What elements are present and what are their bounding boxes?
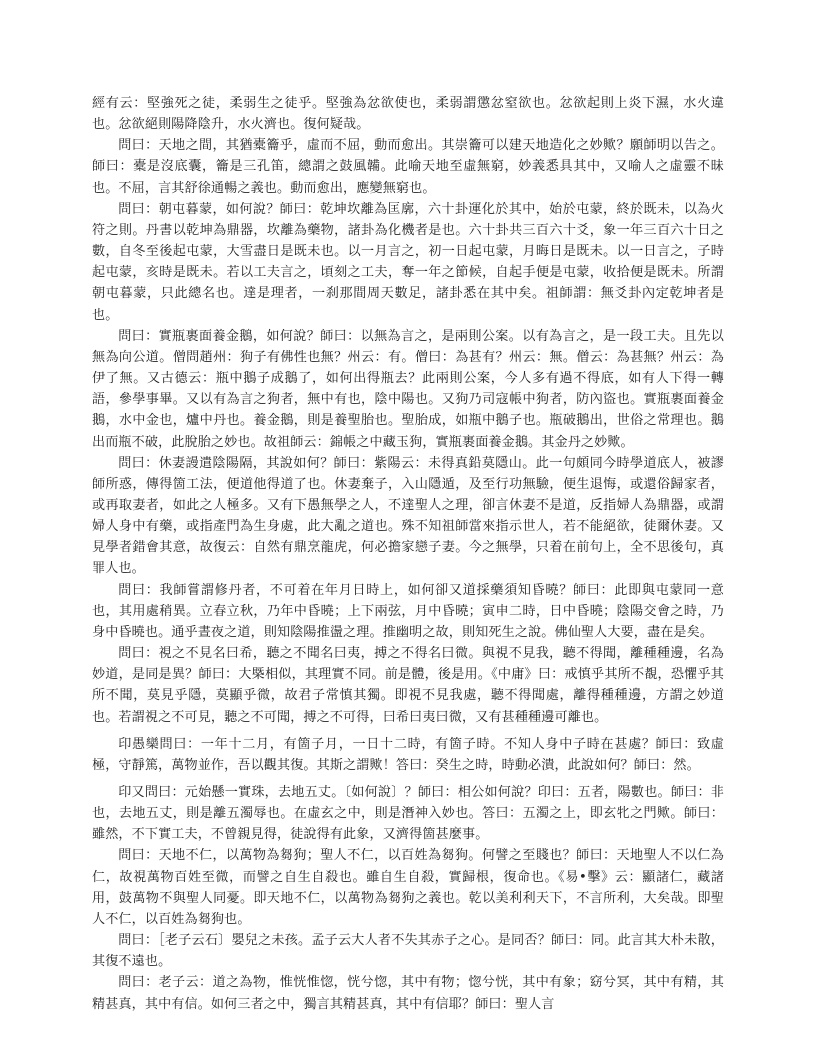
paragraph-2: 問曰：天地之間，其猶橐籥乎，虛而不屈，動而愈出。其崇籥可以建天地造化之妙歟？願師明以告之。師曰：橐是沒底囊，籥是三孔笛，總謂之鼓風韛。此喻天地至虛無窮，妙義悉具其中，又喻人之虛靈不昧也。不屈，言其舒徐通暢之義也。動而愈出，應變無窮也。 — [92, 138, 724, 196]
paragraph-7: 問曰：視之不見名曰希，聽之不聞名曰夷，搏之不得名曰微。與視不見我，聽不得聞，離種種邊，名為妙道，是同是異？師曰：大槩相似，其理實不同。前是體，後是用。《中庸》曰：戒慎乎其所不覩，恐懼乎其所不聞，莫見乎隱，莫顯乎微，故君子常慎其獨。即視不見我處，聽不得聞處，離得種種邊，方謂之妙道也。若謂視之不可見，聽之不可聞，搏之不可得，曰希曰夷曰微，又有甚種種邊可離也。 — [92, 646, 724, 725]
paragraph-3: 問曰：朝屯暮蒙，如何說？師曰：乾坤坎離為匡廓，六十卦運化於其中，始於屯蒙，終於既未，以為火符之則。丹書以乾坤為鼎器，坎離為藥物，諸卦為化機者是也。六十卦共三百六十爻，象一年三百六十日之數，自冬至後起屯蒙，大雪盡日是既未也。以一月言之，初一日起屯蒙，月晦日是既未。以一日言之，子時起屯蒙，亥時是既未。若以工夫言之，頃刻之工夫，奪一年之節候，自起手便是屯蒙，收拾便是既未。所謂朝屯暮蒙，只此總名也。達是理者，一刹那間周天數足，諸卦悉在其中矣。祖師謂：無爻卦內定乾坤者是也。 — [92, 201, 724, 323]
paragraph-4: 問曰：實瓶裹面養金鵝，如何說？師曰：以無為言之，是兩則公案。以有為言之，是一段工夫。且先以無為向公道。僧問趙州：狗子有佛性也無？州云：有。僧曰：為甚有？州云：無。僧云：為甚無？州云：為伊了無。又古德云：瓶中鵝子成鵝了，如何出得瓶去？此兩則公案，今人多有過不得底，如有人下得一轉語，參學事畢。又以有為言之狗者，無中有也，陰中陽也。又狗乃司寇帳中狗者，防內盜也。實瓶裹面養金鵝，水中金也，爐中丹也。養金鵝，則是養聖胎也。聖胎成，如瓶中鵝子也。瓶破鵝出，世俗之常理也。鵝出而瓶不破，此脫胎之妙也。故祖師云：錦帳之中藏玉狗，實瓶裹面養金鵝。其金丹之妙歟。 — [92, 328, 724, 450]
paragraph-8: 印愚欒問曰：一年十二月，有箇子月，一日十二時，有箇子時。不知人身中子時在甚處？師曰：致虛極，守靜篤，萬物並作，吾以觀其復。其斯之謂歟！答曰：癸生之時，時動必潰，此說如何？師曰：然。 — [92, 736, 724, 773]
paragraph-10: 問曰：天地不仁，以萬物為芻狗；聖人不仁，以百姓為芻狗。何譬之至賤也？師曰：天地聖人不以仁為仁，故視萬物百姓至微，而譬之自生自殺也。雖自生自殺，實歸根，復命也。《易•擊》云：顯諸仁，藏諸用，鼓萬物不與聖人同憂。即天地不仁，以萬物為芻狗之義也。乾以美利利天下，不言所利，大矣哉。即聖人不仁，以百姓為芻狗也。 — [92, 848, 724, 927]
paragraph-5: 問曰：休妻謾遣陰陽隔，其說如何？師曰：紫陽云：未得真鉛莫隱山。此一句頗同今時學道底人，被謬師所惑，傳得箇工法，便道他得道了也。休妻棄子，入山隱遁，及至行功無驗，便生退悔，或還俗歸家者，或再取妻者，如此之人極多。又有下愚無學之人，不達聖人之理，卻言休妻不是道，反指婦人為鼎器，或謂婦人身中有藥，或指產門為生身處，此大亂之道也。殊不知祖師當來指示世人，若不能絕欲，徒爾休妻。又見學者錯會其意，故復云：自然有鼎烹龍虎，何必擔家戀子妻。今之無學，只着在前句上，全不思後句，真罪人也。 — [92, 455, 724, 577]
paragraph-11: 問曰：［老子云石〕嬰兒之未孩。孟子云大人者不失其赤子之心。是同否？師曰：同。此言其大朴未散，其復不遠也。 — [92, 933, 724, 970]
paragraph-9: 印又問曰：元始懸一實珠，去地五丈。〔如何說〕？師曰：相公如何說？印曰：五者，陽數也。師曰：非也，去地五丈，則是離五濁辱也。在虛玄之中，則是潛神入妙也。答曰：五濁之上，即玄牝之門歟。師曰：雖然，不下實工夫，不曾親見得，徒說得有此象，又濟得箇甚麼事。 — [92, 785, 724, 843]
paragraph-12: 問曰：老子云：道之為物，惟恍惟惚，恍兮惚，其中有物；惚兮恍，其中有象；窈兮冥，其中有精，其精甚真，其中有信。如何三者之中，獨言其精甚真，其中有信耶？師曰：聖人言 — [92, 975, 724, 1012]
document-page — [92, 93, 724, 1015]
paragraph-6: 問曰：我師嘗謂修丹者，不可着在年月日時上，如何卻又道採藥須知昏曉？師曰：此即與屯蒙同一意也，其用處稍異。立春立秋，乃年中昏曉；上下兩弦，月中昏曉；寅申二時，日中昏曉；陰陽交會之時，乃身中昏曉也。通乎晝夜之道，則知陰陽推盪之理。推幽明之故，則知死生之說。佛仙聖人大要，盡在是矣。 — [92, 582, 724, 640]
paragraph-1: 經有云：堅強死之徒，柔弱生之徒乎。堅強為忿欲使也，柔弱謂懲忿窒欲也。忿欲起則上炎下濕，水火違也。忿欲絕則陽降陰升，水火濟也。復何疑哉。 — [92, 96, 724, 133]
